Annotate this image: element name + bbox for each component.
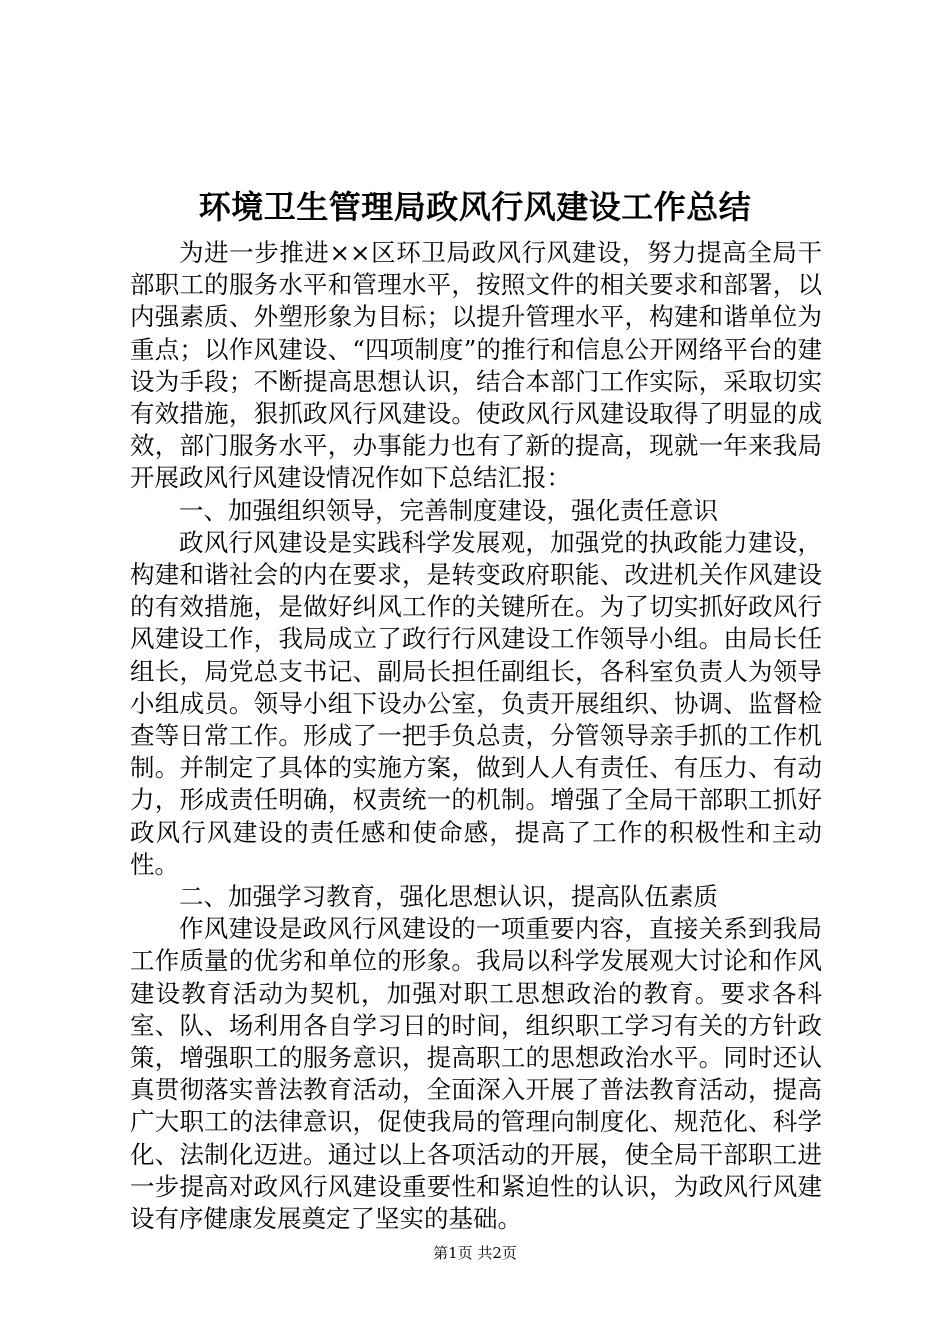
intro-paragraph: 为进一步推进××区环卫局政风行风建设，努力提高全局干部职工的服务水平和管理水平，按照文件的相关要求和部署，以内强素质、外塑形象为目标；以提升管理水平，构建和谐单位为重点；以作风建设、“四项制度”的推行和信息公开网络平台的建设为手段；不断提高思想认识，结合本部门工作实际，采取切实有效措施，狠抓政风行风建设。使政风行风建设取得了明显的成效，部门服务水平，办事能力也有了新的提高，现就一年来我局开展政风行风建设情况作如下总结汇报：: [130, 238, 822, 493]
section-2-paragraph: 作风建设是政风行风建设的一项重要内容，直接关系到我局工作质量的优劣和单位的形象。我局以科学发展观大讨论和作风建设教育活动为契机，加强对职工思想政治的教育。要求各科室、队、场利用各自学习日的时间，组织职工学习有关的方针政策，增强职工的服务意识，提高职工的思想政治水平。同时还认真贯彻落实普法教育活动，全面深入开展了普法教育活动，提高广大职工的法律意识，促使我局的管理向制度化、规范化、科学化、法制化迈进。通过以上各项活动的开展，使全局干部职工进一步提高对政风行风建设重要性和紧迫性的认识，为政风行风建设有序健康发展奠定了坚实的基础。: [130, 914, 822, 1234]
section-heading-2: 二、加强学习教育，强化思想认识，提高队伍素质: [179, 882, 718, 912]
page-number-footer: 第1页 共2页: [433, 1244, 517, 1262]
document-body: [130, 237, 822, 1235]
document-title: 环境卫生管理局政风行风建设工作总结: [198, 188, 752, 226]
section-heading-1: 一、加强组织领导，完善制度建设，强化责任意识: [179, 495, 718, 525]
section-1-paragraph: 政风行风建设是实践科学发展观，加强党的执政能力建设，构建和谐社会的内在要求，是转变政府职能、改进机关作风建设的有效措施，是做好纠风工作的关键所在。为了切实抓好政风行风建设工作，我局成立了政行行风建设工作领导小组。由局长任组长，局党总支书记、副局长担任副组长，各科室负责人为领导小组成员。领导小组下设办公室，负责开展组织、协调、监督检查等日常工作。形成了一把手负总责，分管领导亲手抓的工作机制。并制定了具体的实施方案，做到人人有责任、有压力、有动力，形成责任明确，权责统一的机制。增强了全局干部职工抓好政风行风建设的责任感和使命感，提高了工作的积极性和主动性。: [130, 527, 822, 879]
